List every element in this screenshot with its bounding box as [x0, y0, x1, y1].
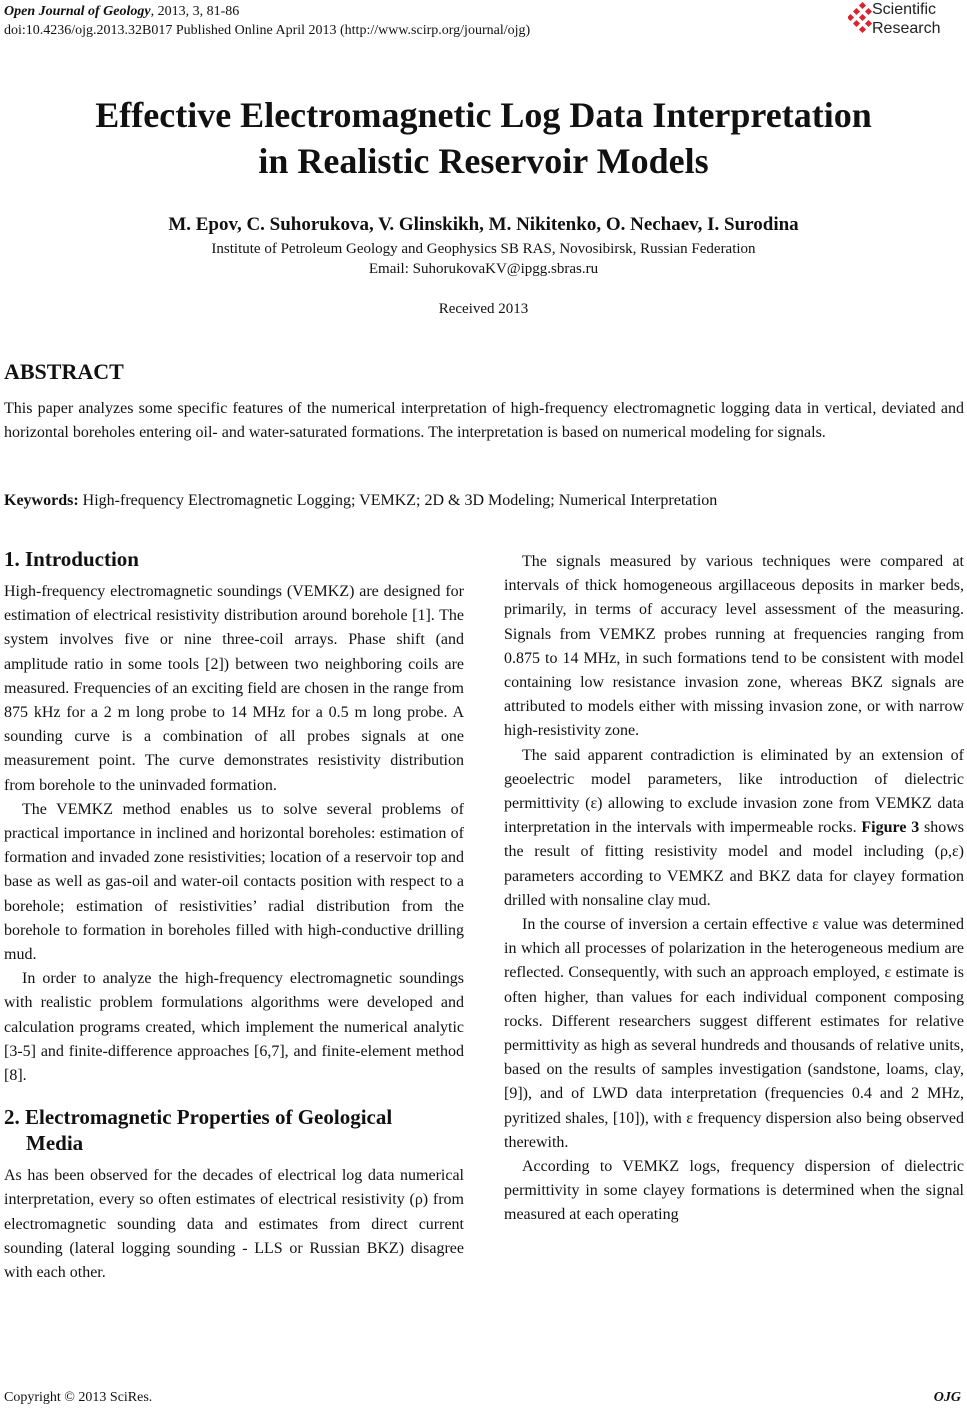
- right-column: [504, 550, 964, 1228]
- journal-abbreviation: OJG: [933, 1390, 961, 1405]
- logo-line-1: Scientific: [872, 1, 937, 18]
- keywords-text: High-frequency Electromagnetic Logging; VEMKZ; 2D & 3D Modeling; Numerical Interpretation: [78, 492, 718, 509]
- section-2-heading: [4, 1104, 464, 1156]
- paragraph: High-frequency electromagnetic soundings (VEMKZ) are designed for estimation of electrical resistivity distribution around borehole [1]. The system involves five or nine three-coil arrays. Phase shift (and amplitude ratio in some tools [2]) between two neighboring coils are measured. Frequencies of an exciting field are chosen in the range from 875 kHz for a 2 m long probe to 14 MHz for a 0.5 m long probe. A sounding curve is a combination of all probes signals at one measurement point. The curve demonstrates resistivity distribution from borehole to the uninvaded formation.: [4, 583, 464, 794]
- keywords: [4, 490, 964, 512]
- logo-wordmark: [872, 0, 940, 38]
- section-2-heading-line-1: 2. Electromagnetic Properties of Geological: [4, 1105, 393, 1130]
- paragraph: In the course of inversion a certain effective ε value was determined in which all processes of polarization in the heterogeneous medium are reflected. Consequently, with such an approach employed, ε estimate is often higher, than values for each individual component composing rocks. Different researchers suggest different estimates for relative permittivity as high as several hundreds and thousands of relative units, based on the results of samples investigation (sandstone, loams, clay, [9]), and of LWD data interpretation (frequencies 0.4 and 2 MHz, pyritized shales, [10]), with ε frequency dispersion also being observed therewith.: [504, 916, 964, 1151]
- text-run: The said apparent contradiction is eliminated by an extension of geoelectric model parameters, like introduction of dielectric permittivity (ε) allowing to exclude invasion zone from VEMKZ data interpretation in the intervals with impermeable rocks.: [504, 746, 964, 837]
- section-1-heading: 1. Introduction: [4, 547, 139, 571]
- paragraph: The VEMKZ method enables us to solve several problems of practical importance in inclined and horizontal boreholes: estimation of formation and invaded zone resistivities; location of a reservoir top and base as well as gas-oil and water-oil contacts position with respect to a borehole; estimation of resistivities’ radial distribution from the borehole to formation in boreholes filled with high-conductive drilling mud.: [4, 800, 464, 964]
- running-header: [4, 2, 530, 40]
- title-line-2: in Realistic Reservoir Models: [258, 141, 709, 181]
- affiliation-block: [0, 239, 967, 279]
- journal-citation: , 2013, 3, 81-86: [150, 4, 240, 19]
- logo-line-2: Research: [872, 20, 941, 37]
- abstract-text: This paper analyzes some specific features of the numerical interpretation of high-frequency electromagnetic logging data in vertical, deviated and horizontal boreholes entering oil- and water-saturated formations. The interpretation is based on numerical modeling for signals.: [4, 400, 964, 441]
- text-run: shows the result of fitting resistivity model and model including (ρ,ε) parameters according to VEMKZ and BKZ data for clayey formation drilled with nonsaline clay mud.: [504, 819, 965, 909]
- paragraph: According to VEMKZ logs, frequency dispersion of dielectric permittivity in some clayey formations is determined when the signal measured at each operating: [504, 1158, 964, 1224]
- copyright: Copyright © 2013 SciRes.: [4, 1390, 153, 1405]
- authors: M. Epov, C. Suhorukova, V. Glinskikh, M. Nikitenko, O. Nechaev, I. Surodina: [168, 214, 799, 235]
- email: Email: SuhorukovaKV@ipgg.sbras.ru: [368, 261, 599, 277]
- title-line-1: Effective Electromagnetic Log Data Interpretation: [95, 95, 872, 135]
- paragraph: In order to analyze the high-frequency electromagnetic soundings with realistic problem formulations algorithms were developed and calculation programs created, which implement the numerical analytic [3-5] and finite-difference approaches [6,7], and finite-element method [8].: [4, 970, 464, 1085]
- paragraph: The signals measured by various techniques were compared at intervals of thick homogeneous argillaceous deposits in marker beds, primarily, in terms of accuracy level assessment of the measuring. Signals from VEMKZ probes running at frequencies ranging from 0.875 to 14 MHz, in such formations tend to be consistent with model containing low resistance invasion zone, whereas BKZ signals are attributed to models either with missing invasion zone, or with narrow high-resistivity zone.: [504, 553, 964, 740]
- left-column: [4, 546, 464, 1285]
- paragraph: As has been observed for the decades of electrical log data numerical interpretation, every so often estimates of electrical resistivity (ρ) from electromagnetic sounding data and estimates from direct current sounding (lateral logging sounding - LLS or Russian BKZ) disagree with each other.: [4, 1167, 464, 1282]
- paragraph: [504, 744, 964, 913]
- paper-title: [0, 92, 967, 184]
- abstract-heading: ABSTRACT: [4, 359, 124, 384]
- journal-name: Open Journal of Geology: [4, 4, 151, 19]
- received-date: Received 2013: [438, 301, 529, 317]
- doi-line: doi:10.4236/ojg.2013.32B017 Published Online April 2013 (http://www.scirp.org/journal/ojg): [4, 23, 531, 38]
- section-2-heading-line-2: Media: [26, 1131, 84, 1156]
- keywords-label: Keywords:: [4, 492, 79, 509]
- affiliation: Institute of Petroleum Geology and Geophysics SB RAS, Novosibirsk, Russian Federation: [211, 241, 756, 257]
- figure-reference: Figure 3: [861, 819, 920, 837]
